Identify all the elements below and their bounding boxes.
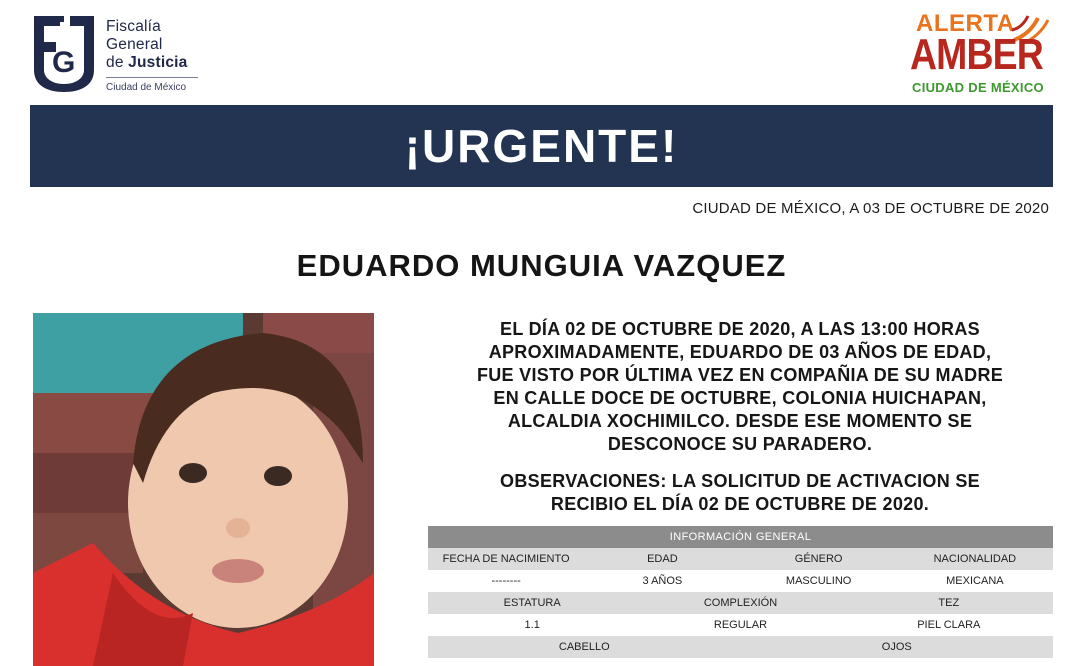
label-eyes: OJOS (881, 641, 912, 653)
description-line: EL DÍA 02 DE OCTUBRE DE 2020, A LAS 13:00 HORAS (500, 319, 980, 339)
urgent-banner (30, 105, 1053, 187)
fgj-emblem-icon (30, 12, 100, 94)
value-height: 1.1 (524, 619, 540, 631)
amber-amber-text: AMBER (910, 30, 1043, 79)
value-complexion: PIEL CLARA (917, 619, 981, 631)
label-age: EDAD (647, 553, 678, 565)
value-build: REGULAR (713, 619, 768, 631)
value-nationality: MEXICANA (946, 575, 1004, 587)
alerta-amber-logo (906, 8, 1056, 100)
label-gender: GÉNERO (794, 553, 843, 565)
label-complexion: TEZ (938, 597, 960, 609)
description-line: DESCONOCE SU PARADERO. (607, 434, 873, 454)
info-label-row (428, 592, 1053, 614)
logo-divider (106, 77, 198, 78)
description-line: ALCALDIA XOCHIMILCO. DESDE ESE MOMENTO SE (507, 411, 973, 431)
info-value-row (428, 570, 1053, 592)
description-line: APROXIMADAMENTE, EDUARDO DE 03 AÑOS DE EDAD, (488, 342, 992, 362)
document-date: CIUDAD DE MÉXICO, A 03 DE OCTUBRE DE 2020 (692, 200, 1049, 217)
amber-alerta-text: ALERTA (916, 10, 1015, 37)
incident-description (428, 318, 1052, 456)
value-birthdate: -------- (491, 575, 521, 587)
observations-line: RECIBIO EL DÍA 02 DE OCTUBRE DE 2020. (550, 494, 930, 514)
fgj-logo (30, 12, 230, 100)
org-name-line3: de Justicia (106, 54, 188, 71)
info-label-row (428, 636, 1053, 658)
description-line: EN CALLE DOCE DE OCTUBRE, COLONIA HUICHAPAN, (493, 388, 987, 408)
org-name-line2: General (106, 36, 163, 53)
info-table-title: INFORMACIÓN GENERAL (428, 526, 1053, 548)
label-hair: CABELLO (558, 641, 610, 653)
child-photo (33, 313, 374, 666)
description-line: FUE VISTO POR ÚLTIMA VEZ EN COMPAÑIA DE SU MADRE (476, 365, 1004, 385)
org-name-line1: Fiscalía (106, 18, 162, 35)
label-birthdate: FECHA DE NACIMIENTO (442, 553, 570, 565)
value-age: 3 AÑOS (642, 575, 683, 587)
info-value-row (428, 614, 1053, 636)
missing-person-name: EDUARDO MUNGUIA VAZQUEZ (296, 248, 787, 283)
observations (428, 470, 1052, 516)
label-nationality: NACIONALIDAD (933, 553, 1017, 565)
org-city: Ciudad de México (106, 82, 187, 93)
svg-text:G: G (52, 46, 76, 79)
value-gender: MASCULINO (785, 575, 852, 587)
info-label-row (428, 548, 1053, 570)
label-height: ESTATURA (503, 597, 561, 609)
general-info-table (428, 526, 1053, 658)
observations-line: OBSERVACIONES: LA SOLICITUD DE ACTIVACION SE (500, 471, 980, 491)
fgj-wordmark (106, 18, 198, 94)
amber-city-text: CIUDAD DE MÉXICO (912, 80, 1044, 95)
label-build: COMPLEXIÓN (703, 597, 778, 609)
urgent-title: ¡URGENTE! (404, 120, 679, 172)
